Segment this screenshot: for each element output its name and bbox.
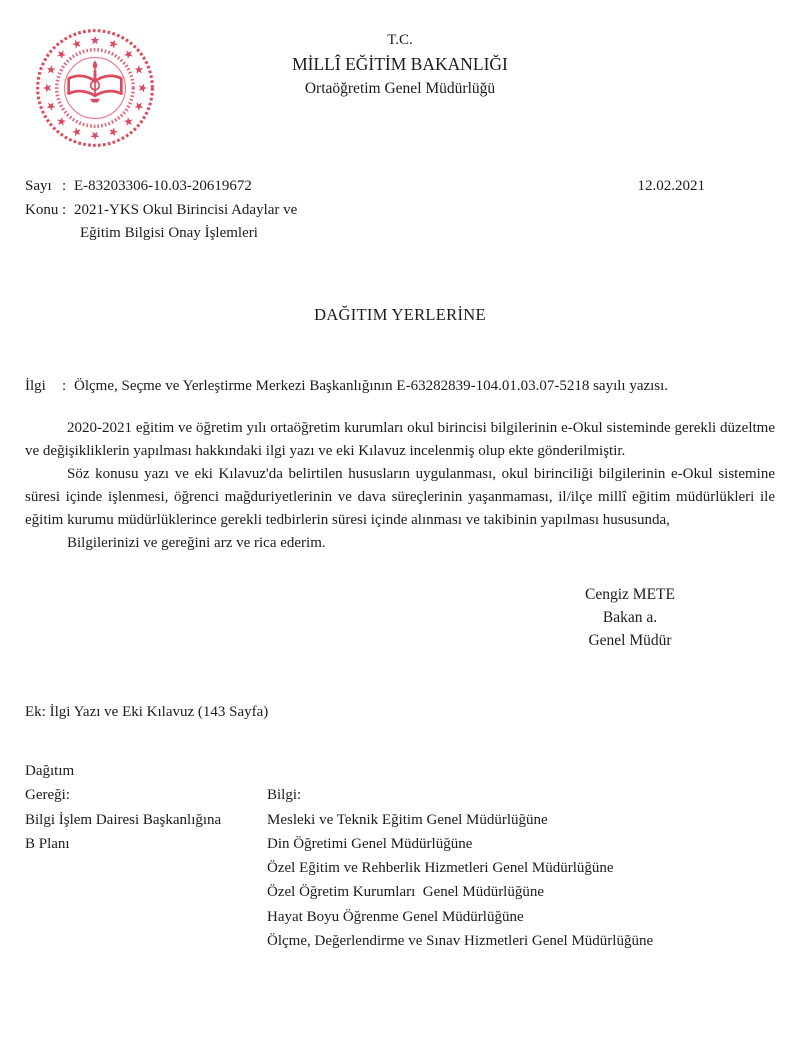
distribution-bilgi-column [267,783,775,953]
letter-meta [25,175,775,246]
geregi-column-label: Gereği: [25,787,70,804]
sayi-value: E-83203306-10.03-20619672 [74,178,252,194]
distribution-title: Dağıtım [25,763,75,779]
konu-label: Konu [25,201,59,218]
ilgi-reference [25,375,775,398]
konu-line1: 2021-YKS Okul Birincisi Adaylar ve [74,201,298,218]
bilgi-item: Hayat Boyu Öğrenme Genel Müdürlüğüne [267,908,524,925]
geregi-item: B Planı [25,835,70,852]
recipient-line: DAĞITIM YERLERİNE [314,304,486,324]
meb-ministry-emblem-icon [33,26,157,150]
letter-body [25,417,775,555]
signatory-role: Genel Müdür [588,632,672,649]
ministry-name: MİLLÎ EĞİTİM BAKANLIĞI [292,54,508,74]
konu-row-2 [25,222,775,246]
bilgi-item: Özel Öğretim Kurumları Genel Müdürlüğüne [267,884,545,901]
konu-row [25,199,775,223]
paragraph-3: Bilgilerinizi ve gereğini arz ve rica ederim. [67,535,326,551]
republic-label: T.C. [387,32,413,48]
bilgi-item: Ölçme, Değerlendirme ve Sınav Hizmetleri Genel Müdürlüğüne [267,933,654,950]
ilgi-text: Ölçme, Seçme ve Yerleştirme Merkezi Başkanlığının E-63282839-104.01.03.07-5218 sayılı yazısı. [74,377,669,394]
geregi-item: Bilgi İşlem Dairesi Başkanlığına [25,811,222,828]
ilgi-label: İlgi [25,377,46,394]
paragraph-2: Söz konusu yazı ve eki Kılavuz'da belirtilen hususların uygulanması, okul birinciliği bilgilerinin e-Okul sistemine süresi içinde işlenmesi, öğrenci mağduriyetlerinin ve dava süreçlerinin yaşanmaması, il/ilçe millî eğitim müdürlükleri ile eğitim kurumu müdürlüklerince gerekli tedbirlerin süresi içinde alınması ve takibinin yapılması hususunda, [25,466,775,528]
distribution-geregi-column [25,783,267,856]
attachment-note: Ek: İlgi Yazı ve Eki Kılavuz (143 Sayfa) [25,704,269,720]
konu-line2: Eğitim Bilgisi Onay İşlemleri [80,225,258,241]
signatory-title: Bakan a. [602,609,658,626]
paragraph-1: 2020-2021 eğitim ve öğretim yılı ortaöğretim kurumları okul birincisi bilgilerinin e-Okul sisteminde gerekli düzeltme ve değişikliklerin yapılması hakkındaki ilgi yazı ve eki Kılavuz incelenmiş olup ekte gönderilmiştir. [25,420,775,459]
department-name: Ortaöğretim Genel Müdürlüğü [304,80,496,97]
emblem-torch-and-book [69,61,122,103]
signatory-name: Cengiz METE [585,586,675,603]
signature-block [505,583,755,652]
bilgi-item: Din Öğretimi Genel Müdürlüğüne [267,835,473,852]
konu-colon: : [62,201,67,218]
bilgi-item: Özel Eğitim ve Rehberlik Hizmetleri Genel Müdürlüğüne [267,860,614,877]
letter-date: 12.02.2021 [637,178,705,194]
distribution-section [25,759,775,953]
ilgi-colon: : [62,377,67,394]
bilgi-item: Mesleki ve Teknik Eğitim Genel Müdürlüğüne [267,811,548,828]
sayi-colon: : [62,178,67,194]
bilgi-column-label: Bilgi: [267,787,302,804]
sayi-label: Sayı [25,178,52,194]
